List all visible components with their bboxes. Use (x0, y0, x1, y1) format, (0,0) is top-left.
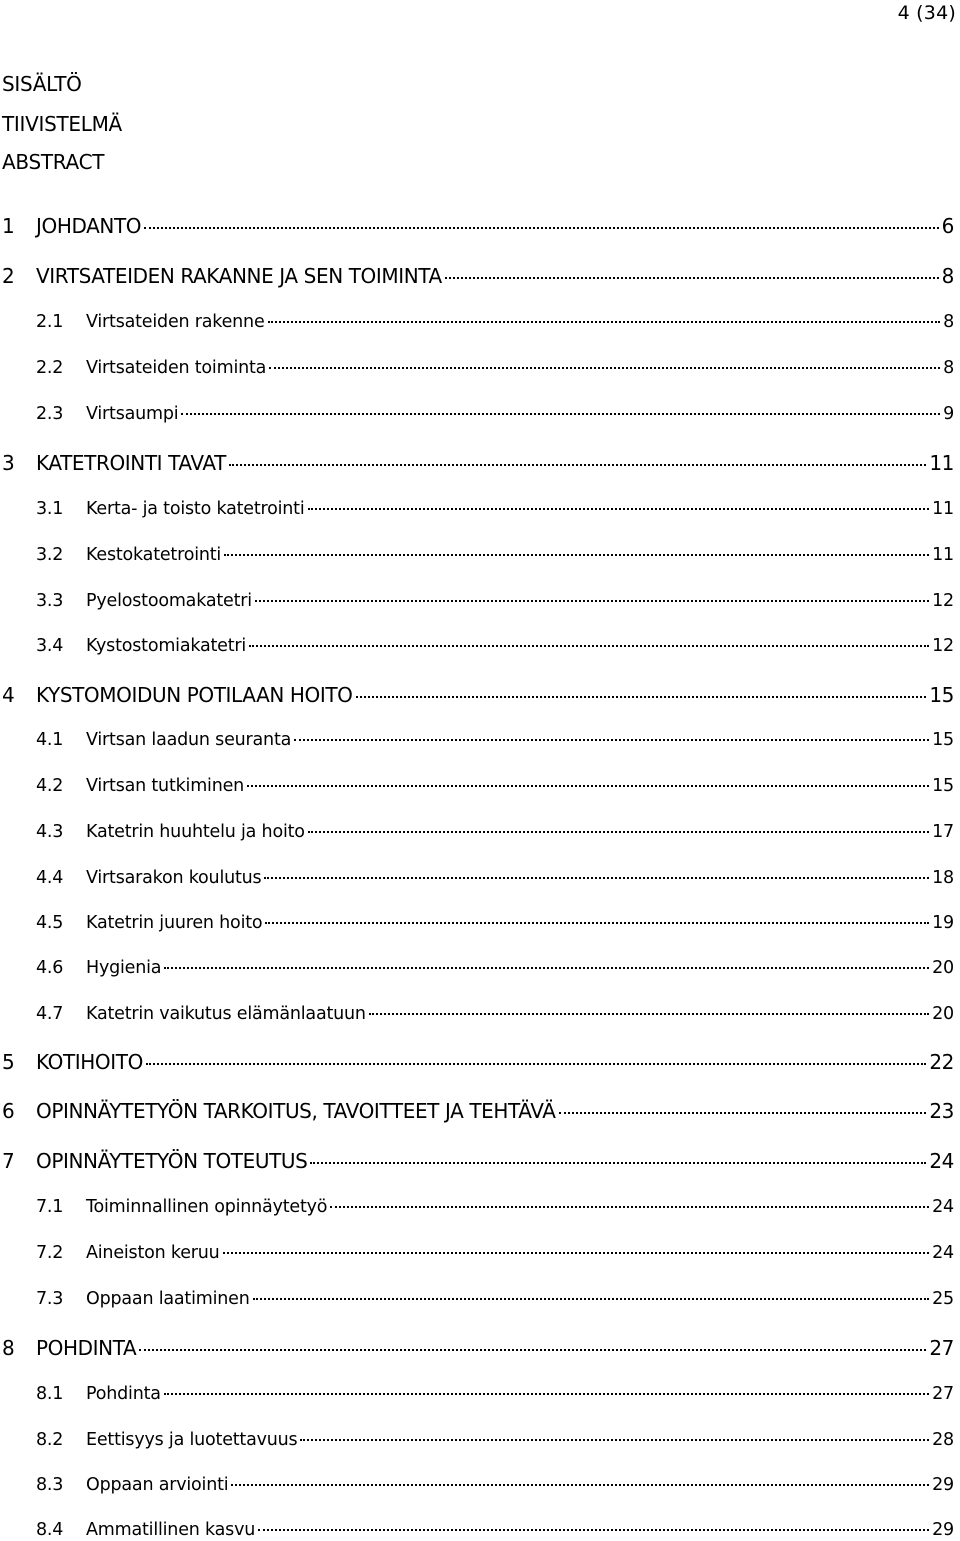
toc-entry[interactable] (0, 591, 954, 611)
toc-entry-page: 18 (932, 868, 954, 888)
toc-entry-page: 28 (932, 1430, 954, 1450)
toc-entry[interactable] (0, 776, 954, 796)
toc-entry-number: 3.4 (36, 636, 64, 656)
toc-entry-title: Kestokatetrointi (86, 545, 222, 565)
dot-leader (229, 464, 926, 466)
toc-entry-title: Kystostomiakatetri (86, 636, 247, 656)
front-matter-abstract-en[interactable]: ABSTRACT (2, 150, 105, 174)
front-matter-contents[interactable]: SISÄLTÖ (2, 72, 82, 96)
toc-entry-title: KATETROINTI TAVAT (36, 451, 226, 475)
toc-entry-number: 4 (2, 683, 15, 707)
toc-entry[interactable] (0, 1384, 954, 1404)
toc-entry[interactable] (0, 264, 954, 288)
toc-entry-number: 7.1 (36, 1197, 64, 1217)
dot-leader (181, 413, 940, 415)
toc-entry-title: Ammatillinen kasvu (86, 1520, 256, 1540)
dot-leader (264, 877, 929, 879)
toc-entry-title: Virtsateiden toiminta (86, 358, 267, 378)
toc-entry-page: 27 (929, 1336, 954, 1360)
toc-entry-title: Oppaan arviointi (86, 1475, 229, 1495)
toc-entry-title: Virtsan tutkiminen (86, 776, 245, 796)
toc-entry-number: 2.1 (36, 312, 64, 332)
toc-entry-number: 3.3 (36, 591, 64, 611)
toc-entry-title: Katetrin vaikutus elämänlaatuun (86, 1004, 366, 1024)
toc-entry-number: 7.2 (36, 1243, 64, 1263)
toc-entry-number: 3.2 (36, 545, 64, 565)
toc-entry-number: 1 (2, 214, 15, 238)
toc-entry-number: 4.5 (36, 913, 64, 933)
dot-leader (356, 696, 927, 698)
toc-entry-page: 15 (929, 683, 954, 707)
toc-entry[interactable] (0, 822, 954, 842)
toc-entry-title: JOHDANTO (36, 214, 142, 238)
dot-leader (310, 1162, 926, 1164)
toc-entry-title: VIRTSATEIDEN RAKANNE JA SEN TOIMINTA (36, 264, 442, 288)
toc-entry-number: 8.2 (36, 1430, 64, 1450)
toc-entry-page: 27 (932, 1384, 954, 1404)
toc-entry-page: 25 (932, 1289, 954, 1309)
toc-entry-title: Eettisyys ja luotettavuus (86, 1430, 298, 1450)
toc-entry-page: 29 (932, 1475, 954, 1495)
toc-entry-title: OPINNÄYTETYÖN TARKOITUS, TAVOITTEET JA TEHTÄVÄ (36, 1099, 556, 1123)
toc-entry[interactable] (0, 1475, 954, 1495)
toc-entry-title: Oppaan laatiminen (86, 1289, 250, 1309)
toc-entry[interactable] (0, 1430, 954, 1450)
toc-entry-number: 5 (2, 1050, 15, 1074)
dot-leader (330, 1206, 929, 1208)
toc-entry-page: 22 (929, 1050, 954, 1074)
toc-entry-title: Hygienia (86, 958, 162, 978)
toc-entry-number: 2.3 (36, 404, 64, 424)
dot-leader (224, 554, 929, 556)
toc-entry-title: POHDINTA (36, 1336, 137, 1360)
dot-leader (164, 1393, 929, 1395)
toc-entry-page: 24 (932, 1197, 954, 1217)
toc-entry-number: 4.6 (36, 958, 64, 978)
toc-entry-title: Toiminnallinen opinnäytetyö (86, 1197, 328, 1217)
toc-entry-page: 15 (932, 776, 954, 796)
toc-entry-title: Virtsarakon koulutus (86, 868, 262, 888)
toc-entry-number: 4.7 (36, 1004, 64, 1024)
dot-leader (308, 508, 930, 510)
toc-entry-number: 8 (2, 1336, 15, 1360)
dot-leader (164, 967, 929, 969)
toc-entry[interactable] (0, 214, 954, 238)
toc-entry-page: 8 (943, 358, 954, 378)
toc-entry[interactable] (0, 1243, 954, 1263)
dot-leader (294, 739, 929, 741)
toc-entry[interactable] (0, 730, 954, 750)
toc-entry[interactable] (0, 1520, 954, 1540)
toc-entry-number: 4.1 (36, 730, 64, 750)
toc-entry[interactable] (0, 1149, 954, 1173)
dot-leader (144, 227, 939, 229)
toc-entry-title: Pohdinta (86, 1384, 161, 1404)
toc-entry-title: Kerta- ja toisto katetrointi (86, 499, 305, 519)
dot-leader (255, 600, 929, 602)
toc-entry-number: 4.2 (36, 776, 64, 796)
toc-entry[interactable] (0, 312, 954, 332)
toc-entry-page: 6 (941, 214, 954, 238)
toc-entry-title: Pyelostoomakatetri (86, 591, 252, 611)
dot-leader (146, 1063, 926, 1065)
toc-entry-title: Aineiston keruu (86, 1243, 220, 1263)
toc-entry[interactable] (0, 1004, 954, 1024)
toc-entry[interactable] (0, 1289, 954, 1309)
toc-entry[interactable] (0, 1099, 954, 1123)
toc-entry-number: 7 (2, 1149, 15, 1173)
toc-entry[interactable] (0, 636, 954, 656)
toc-entry[interactable] (0, 1336, 954, 1360)
toc-entry-number: 2 (2, 264, 15, 288)
toc-entry-number: 8.1 (36, 1384, 64, 1404)
toc-entry-page: 12 (932, 591, 954, 611)
toc-entry-page: 8 (943, 312, 954, 332)
dot-leader (445, 277, 939, 279)
toc-entry-page: 24 (932, 1243, 954, 1263)
toc-entry-page: 11 (932, 545, 954, 565)
toc-entry[interactable] (0, 958, 954, 978)
dot-leader (231, 1484, 929, 1486)
toc-entry-page: 17 (932, 822, 954, 842)
toc-entry-page: 11 (932, 499, 954, 519)
toc-entry-number: 2.2 (36, 358, 64, 378)
toc-entry-number: 4.3 (36, 822, 64, 842)
dot-leader (258, 1529, 929, 1531)
toc-entry-title: Katetrin juuren hoito (86, 913, 263, 933)
toc-entry-page: 15 (932, 730, 954, 750)
toc-entry-title: KOTIHOITO (36, 1050, 143, 1074)
toc-entry-page: 11 (929, 451, 954, 475)
toc-entry[interactable] (0, 868, 954, 888)
toc-entry-title: Katetrin huuhtelu ja hoito (86, 822, 305, 842)
toc-entry-title: Virtsaumpi (86, 404, 179, 424)
toc-entry[interactable] (0, 683, 954, 707)
toc-entry-number: 8.4 (36, 1520, 64, 1540)
dot-leader (308, 831, 929, 833)
toc-entry-title: Virtsateiden rakenne (86, 312, 265, 332)
toc-entry[interactable] (0, 1050, 954, 1074)
dot-leader (369, 1013, 929, 1015)
dot-leader (253, 1298, 930, 1300)
dot-leader (300, 1439, 929, 1441)
toc-entry-number: 4.4 (36, 868, 64, 888)
toc-entry[interactable] (0, 1197, 954, 1217)
toc-entry-title: Virtsan laadun seuranta (86, 730, 292, 750)
dot-leader (249, 645, 929, 647)
toc-entry[interactable] (0, 451, 954, 475)
toc-entry-number: 6 (2, 1099, 15, 1123)
toc-entry-page: 19 (932, 913, 954, 933)
toc-entry[interactable] (0, 545, 954, 565)
front-matter-abstract-fi[interactable]: TIIVISTELMÄ (2, 112, 122, 136)
toc-entry-page: 23 (929, 1099, 954, 1123)
dot-leader (139, 1349, 926, 1351)
toc-entry[interactable] (0, 358, 954, 378)
toc-entry[interactable] (0, 913, 954, 933)
toc-entry-number: 7.3 (36, 1289, 64, 1309)
toc-entry-page: 9 (943, 404, 954, 424)
dot-leader (265, 922, 929, 924)
toc-entry-title: KYSTOMOIDUN POTILAAN HOITO (36, 683, 353, 707)
dot-leader (268, 321, 941, 323)
toc-entry-number: 8.3 (36, 1475, 64, 1495)
toc-entry-page: 8 (941, 264, 954, 288)
toc-entry-number: 3 (2, 451, 15, 475)
toc-entry-number: 3.1 (36, 499, 64, 519)
toc-entry[interactable] (0, 404, 954, 424)
toc-entry-page: 29 (932, 1520, 954, 1540)
toc-entry[interactable] (0, 499, 954, 519)
page-number: 4 (34) (897, 2, 956, 24)
dot-leader (559, 1112, 927, 1114)
toc-entry-title: OPINNÄYTETYÖN TOTEUTUS (36, 1149, 308, 1173)
toc-entry-page: 24 (929, 1149, 954, 1173)
dot-leader (247, 785, 929, 787)
toc-entry-page: 20 (932, 1004, 954, 1024)
toc-entry-page: 20 (932, 958, 954, 978)
dot-leader (269, 367, 940, 369)
dot-leader (223, 1252, 930, 1254)
toc-entry-page: 12 (932, 636, 954, 656)
